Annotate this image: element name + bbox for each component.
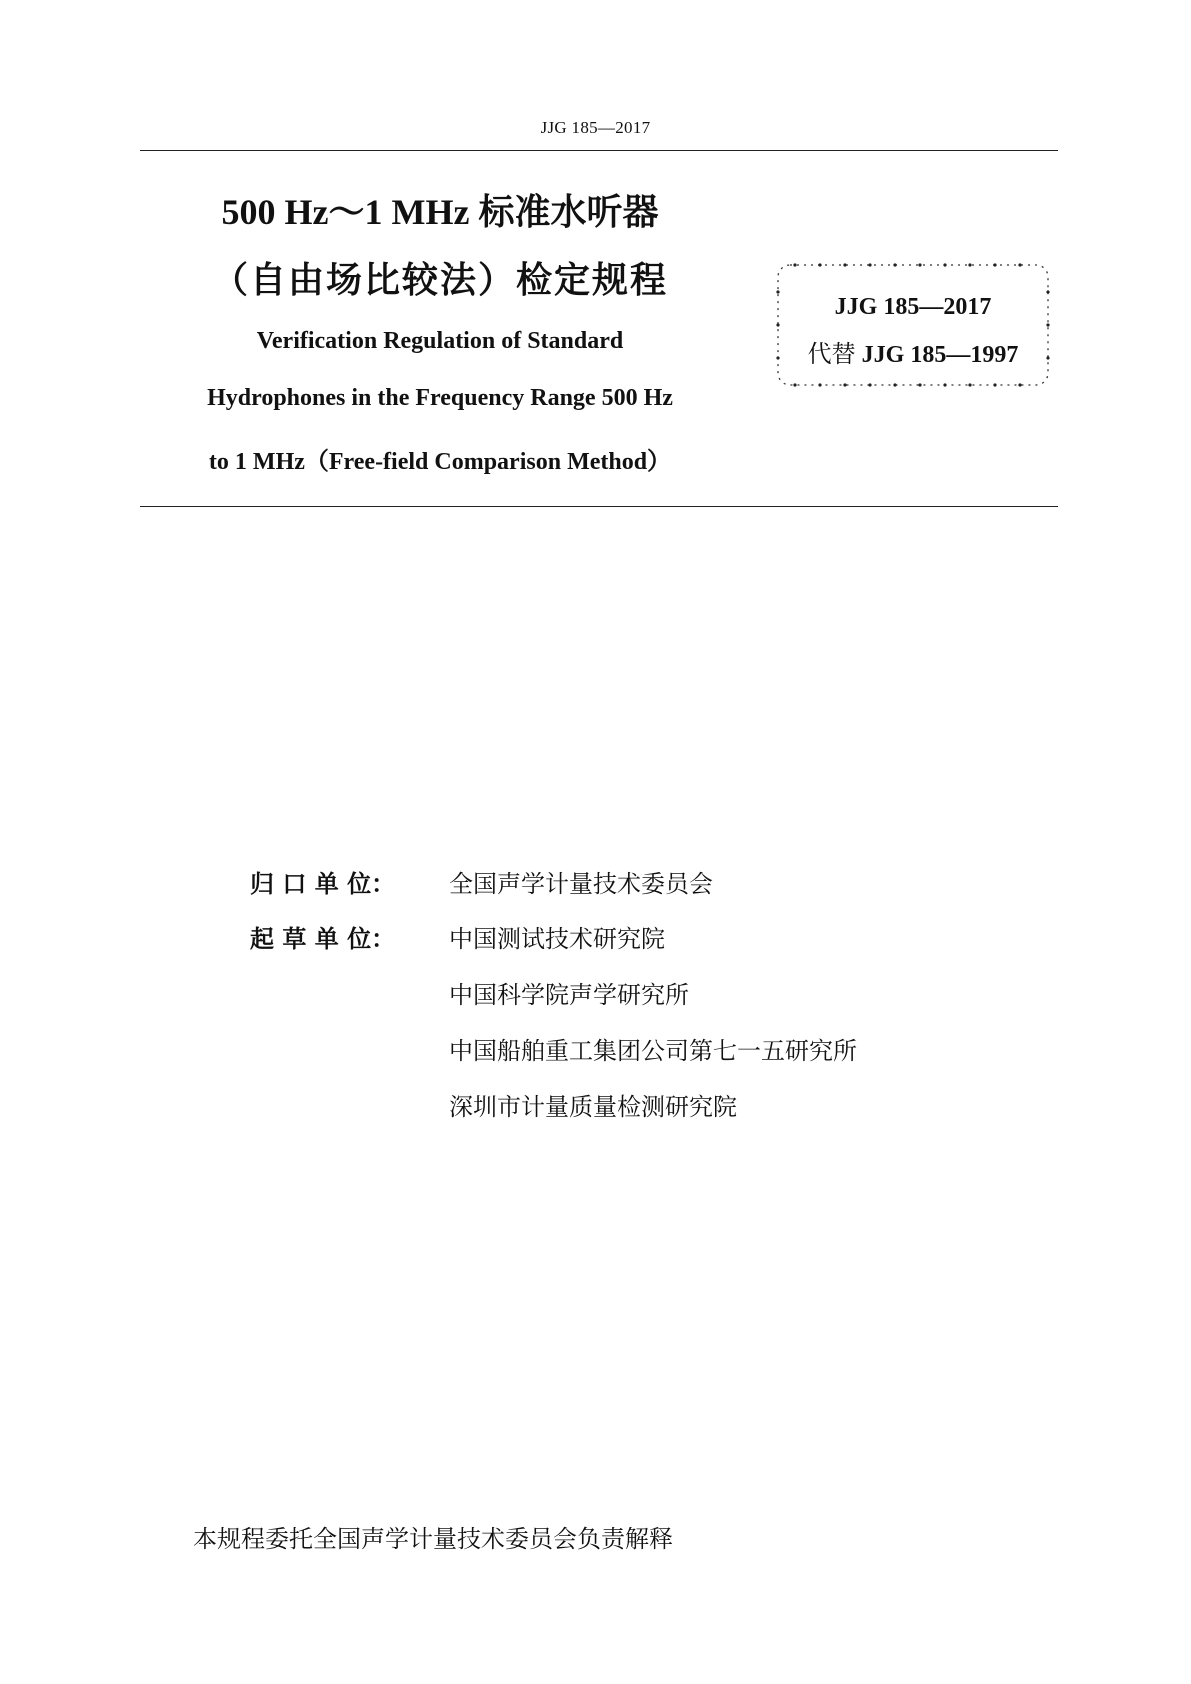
drafting-unit-1: 中国测试技术研究院 — [449, 925, 665, 953]
running-head: JJG 185—2017 — [540, 118, 651, 137]
drafting-unit-4: 深圳市计量质量检测研究院 — [449, 1093, 737, 1121]
replaces-prefix: 代替 — [807, 340, 856, 368]
top-rule — [140, 150, 1058, 151]
title-en-line3: to 1 MHz（Free-field Comparison Method） — [208, 449, 672, 475]
title-zh-line1: 500 Hz～1 MHz 标准水听器 — [221, 192, 659, 232]
drafting-unit-3: 中国船舶重工集团公司第七一五研究所 — [449, 1037, 857, 1065]
replaces-line — [775, 334, 1051, 369]
decorative-border-icon — [775, 262, 1051, 388]
bottom-rule — [140, 506, 1058, 507]
title-en-line1: Verification Regulation of Standard — [256, 328, 624, 354]
code-box-frame — [775, 262, 1051, 388]
drafting-unit-2: 中国科学院声学研究所 — [449, 981, 689, 1009]
drafting-unit-label: 起 草 单 位： — [250, 925, 396, 953]
title-en-line2: Hydrophones in the Frequency Range 500 Hz — [207, 385, 673, 411]
centralized-unit-label: 归 口 单 位： — [250, 870, 396, 898]
interpretation-note: 本规程委托全国声学计量技术委员会负责解释 — [193, 1525, 673, 1553]
centralized-unit-value: 全国声学计量技术委员会 — [449, 870, 713, 898]
title-zh-line2: （自由场比较法）检定规程 — [211, 260, 668, 301]
standard-code: JJG 185—2017 — [834, 294, 992, 320]
replaced-code: JJG 185—1997 — [861, 342, 1019, 368]
